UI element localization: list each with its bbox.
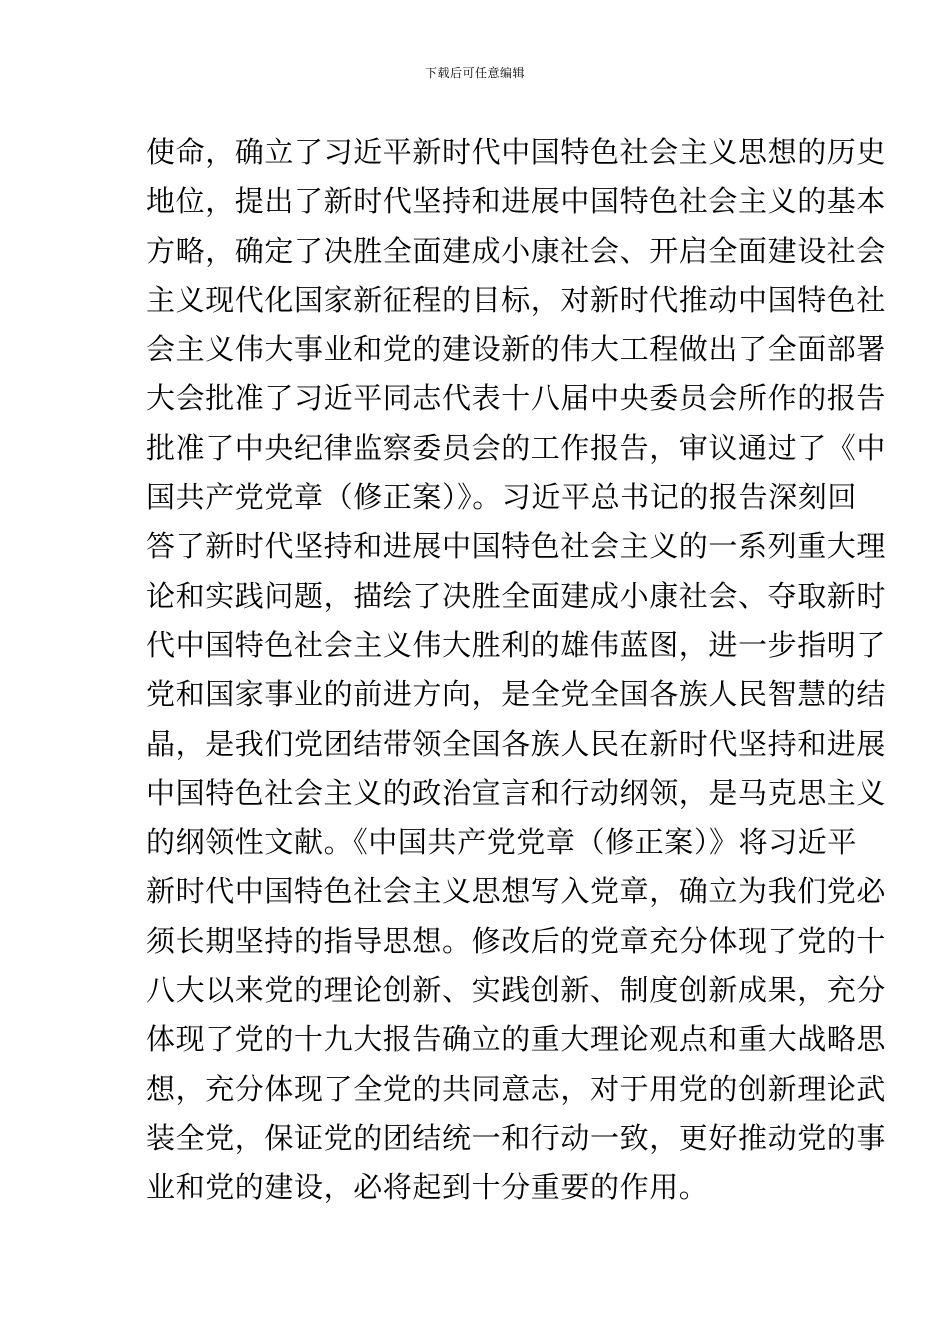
text-line: 党和国家事业的前进方向，是全党全国各族人民智慧的结 xyxy=(146,677,887,712)
text-line: 代中国特色社会主义伟大胜利的雄伟蓝图，进一步指明了 xyxy=(146,627,887,662)
text-line: 八大以来党的理论创新、实践创新、制度创新成果，充分 xyxy=(146,973,887,1008)
text-line: 论和实践问题，描绘了决胜全面建成小康社会、夺取新时 xyxy=(146,578,887,613)
text-line: 业和党的建设，必将起到十分重要的作用。 xyxy=(146,1170,709,1205)
text-line: 地位，提出了新时代坚持和进展中国特色社会主义的基本 xyxy=(146,184,887,219)
text-line: 新时代中国特色社会主义思想写入党章，确立为我们党必 xyxy=(146,874,887,909)
text-line: 答了新时代坚持和进展中国特色社会主义的一系列重大理 xyxy=(146,529,887,564)
text-line: 体现了党的十九大报告确立的重大理论观点和重大战略思 xyxy=(146,1022,887,1057)
text-line: 的纲领性文献。《中国共产党党章（修正案）》将习近平 xyxy=(146,825,858,860)
text-line: 中国特色社会主义的政治宣言和行动纲领，是马克思主义 xyxy=(146,775,887,810)
page-header: 下载后可任意编辑 xyxy=(424,66,525,80)
text-line: 会主义伟大事业和党的建设新的伟大工程做出了全面部署 xyxy=(146,332,887,367)
text-line: 主义现代化国家新征程的目标，对新时代推动中国特色社 xyxy=(146,282,887,317)
text-line: 批准了中央纪律监察委员会的工作报告，审议通过了《中 xyxy=(146,430,887,465)
text-line: 晶，是我们党团结带领全国各族人民在新时代坚持和进展 xyxy=(146,726,887,761)
text-line: 装全党，保证党的团结统一和行动一致，更好推动党的事 xyxy=(146,1120,887,1155)
body-paragraph xyxy=(146,128,887,1213)
text-line: 使命，确立了习近平新时代中国特色社会主义思想的历史 xyxy=(146,135,887,169)
text-line: 国共产党党章（修正案）》。习近平总书记的报告深刻回 xyxy=(146,480,858,515)
text-line: 想，充分体现了全党的共同意志，对于用党的创新理论武 xyxy=(146,1071,887,1106)
text-line: 须长期坚持的指导思想。修改后的党章充分体现了党的十 xyxy=(146,923,887,958)
text-line: 大会批准了习近平同志代表十八届中央委员会所作的报告 xyxy=(146,381,887,416)
text-line: 方略，确定了决胜全面建成小康社会、开启全面建设社会 xyxy=(146,233,887,268)
